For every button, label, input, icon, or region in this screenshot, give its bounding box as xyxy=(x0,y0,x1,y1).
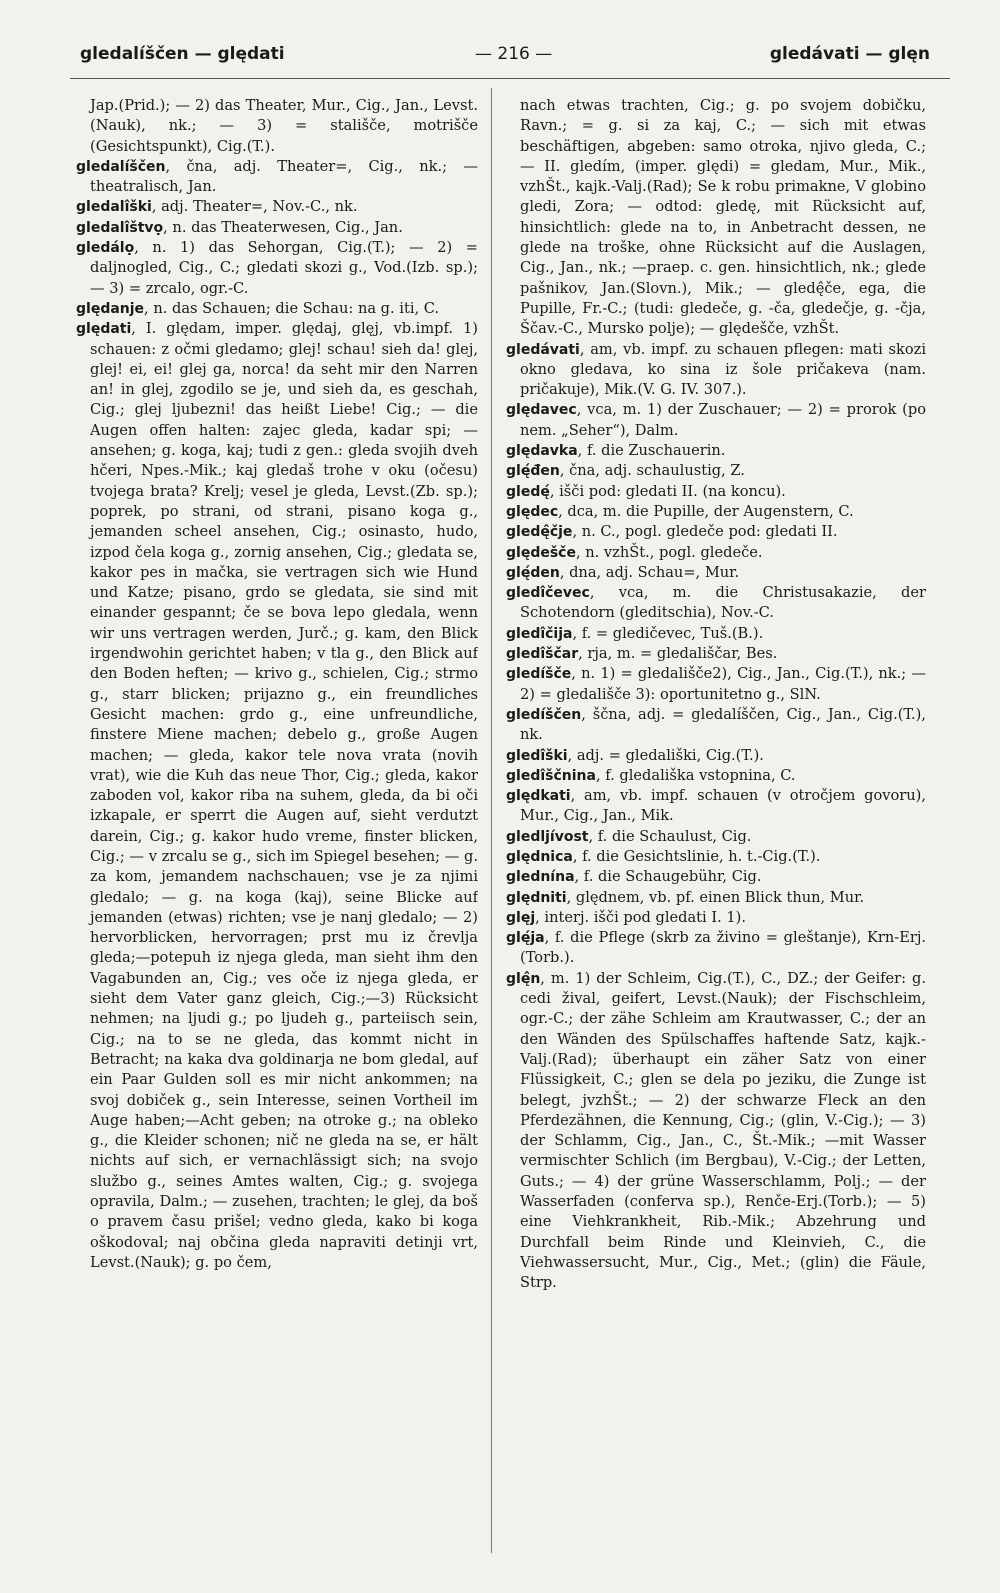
dictionary-entry xyxy=(76,238,478,299)
entry-definition: , am, vb. impf. schauen (v otročjem govoru), Mur., Cig., Jan., Mik. xyxy=(520,787,926,825)
dictionary-entry xyxy=(506,888,926,908)
dictionary-entry xyxy=(506,400,926,441)
dictionary-entry xyxy=(506,705,926,746)
entry-headword: gledljívost xyxy=(506,828,589,845)
dictionary-entry xyxy=(506,482,926,502)
entry-definition: , išči pod: gledati II. (na koncu). xyxy=(549,482,786,500)
dictionary-entry xyxy=(76,197,478,217)
entry-definition: , n. C., pogl. gledeče pod: gledati II. xyxy=(572,523,838,541)
entry-definition: , rja, m. = gledališčar, Bes. xyxy=(578,645,778,663)
dictionary-entry xyxy=(76,319,478,1273)
dictionary-entry xyxy=(506,847,926,867)
entry-headword: ględavec xyxy=(506,402,577,419)
entry-definition: Jap.(Prid.); — 2) das Theater, Mur., Cig., Jan., Levst.(Nauk), nk.; — 3) = stališče, motrišče (Gesichtspunkt), Cig.(T.). xyxy=(90,97,478,155)
entry-headword: glę́ja xyxy=(506,930,545,947)
dictionary-entry xyxy=(76,157,478,198)
entry-headword: ględešče xyxy=(506,544,576,561)
dictionary-entry xyxy=(76,299,478,319)
entry-headword: gledíšče xyxy=(506,666,572,683)
entry-headword: ględati xyxy=(76,321,132,338)
entry-headword: glednína xyxy=(506,869,575,886)
dictionary-entry xyxy=(506,543,926,563)
page-number: — 216 — xyxy=(475,44,553,64)
dictionary-entry xyxy=(506,563,926,583)
entry-headword: ględec xyxy=(506,503,559,520)
dictionary-entry xyxy=(506,96,926,340)
entry-definition: , m. 1) der Schleim, Cig.(T.), C., DZ.; der Geifer: g. cedi žival, geifert, Levst.(Nauk); der Fischschleim, ogr.-C.; der zähe Schleim am Krautwasser, C.; der an den Wänden des Spülschaffes haftende Satz, kajk.-Valj.(Rad); überhaupt ein zäher Satz von einer Flüssigkeit, C.; glen se dela po jeziku, die Zunge ist belegt, jvzhŠt.; — 2) der schwarze Fleck an den Pferdezähnen, die Kennung, Cig.; (glin, V.-Cig.); — 3) der Schlamm, Cig., Jan., C., Št.-Mik.; —mit Wasser vermischter Schlich (im Bergbau), V.-Cig.; der Letten, Guts.; — 4) der grüne Wasserschlamm, Polj.; — der Wasserfaden (conferva sp.), Renče-Erj.(Torb.); — 5) eine Viehkrankheit, Rib.-Mik.; Abzehrung und Durchfall beim Rinde und Kleinvieh, C., die Viehwassersucht, Mur., Cig., Met.; (glin) die Fäule, Strp. xyxy=(520,969,926,1292)
entry-headword: glę́đen xyxy=(506,463,560,480)
entry-definition: nach etwas trachten, Cig.; g. po svojem dobičku, Ravn.; = g. si za kaj, C.; — sich mit etwas beschäftigen, abgeben: samo otroka, njivo gleda, C.; — II. gledím, (imper. ględi) = gledam, Mur., Mik., vzhŠt., kajk.-Valj.(Rad); Se k robu primakne, V globino gledi, Zora; — odtod: gledę, mit Rücksicht auf, hinsichtlich: glede na to, in Anbetracht dessen, ne glede na troške, ohne Rücksicht auf die Auslagen, Cig., Jan., nk.; —praep. c. gen. hinsichtlich, nk.; glede pašnikov, Jan.(Slovn.), Mik.; — gledę̂če, ega, die Pupille, Fr.-C.; (tudi: gledeče, g. -ča, gledečje, g. -čja, Ščav.-C., Mursko polje); — ględešče, vzhŠt. xyxy=(520,97,926,338)
dictionary-entry xyxy=(506,969,926,1294)
dictionary-entry xyxy=(506,928,926,969)
header-left-guideword: gledalíščen — ględati xyxy=(80,44,285,64)
entry-definition: , f. gledališka vstopnina, C. xyxy=(595,766,796,784)
dictionary-entry xyxy=(506,746,926,766)
entry-headword: gledalîški xyxy=(76,199,152,216)
dictionary-entry xyxy=(506,583,926,624)
entry-definition: , f. die Zuschauerin. xyxy=(577,442,726,460)
entry-definition: , n. vzhŠt., pogl. gledeče. xyxy=(575,543,763,561)
entry-definition: , n. das Theaterwesen, Cig., Jan. xyxy=(163,218,403,236)
dictionary-entry xyxy=(506,766,926,786)
header-right-guideword: gledávati — glęn xyxy=(769,44,930,64)
entry-definition: , ščna, adj. = gledalíščen, Cig., Jan., Cig.(T.), nk. xyxy=(520,705,926,744)
entry-definition: , dna, adj. Schau=, Mur. xyxy=(559,563,740,581)
entry-definition: , f. = gledičevec, Tuš.(B.). xyxy=(572,624,764,642)
entry-headword: ględavka xyxy=(506,443,578,460)
entry-definition: , f. die Schaugebühr, Cig. xyxy=(574,868,762,886)
entry-headword: gledîški xyxy=(506,747,568,764)
entry-definition: , interj. išči pod gledati I. 1). xyxy=(535,908,747,926)
entry-headword: gledîčija xyxy=(506,625,573,642)
entry-definition: , adj. = gledališki, Cig.(T.). xyxy=(567,746,764,764)
entry-headword: gledîčevec xyxy=(506,585,590,602)
dictionary-entry xyxy=(506,664,926,705)
entry-headword: ględniti xyxy=(506,889,567,906)
entry-headword: glę̂n xyxy=(506,970,541,987)
entry-headword: ględnica xyxy=(506,848,573,865)
entry-headword: ględkati xyxy=(506,788,571,805)
entry-headword: gledalíščen xyxy=(76,158,166,175)
entry-definition: , I. ględam, imper. ględaj, glęj, vb.impf. 1) schauen: z očmi gledamo; glej! schau! sieh da! glej, glej! ei, ei! glej ga, norca! da seht mir den Narren an! in glej, zgodilo se je, und sieh da, es geschah, Cig.; glej ljubezni! das heißt Liebe! Cig.; — die Augen offen halten: zajec gleda, kadar spi; —ansehen; g. koga, kaj; tudi z gen.: gleda svojih dveh hčeri, Npes.-Mik.; kaj gledaš trohe v oku (očesu) tvojega brata? Krelj; vesel je gleda, Levst.(Zb. sp.); poprek, po strani, od strani, pisano koga g., jemanden scheel ansehen, Cig.; osinasto, hudo, izpod čela koga g., zornig ansehen, Cig.; gledata se, kakor pes in mačka, sie vertragen sich wie Hund und Katze; pisano, grdo se gledata, sie sind mit einander gespannt; če se bova lepo gledala, wenn wir uns vertragen werden, Jurč.; g. kam, den Blick irgendwohin gerichtet haben; v tla g., den Blick auf den Boden heften; — krivo g., schielen, Cig.; strmo g., starr blicken; prijazno g., ein freundliches Gesicht machen: grdo g., eine unfreundliche, finstere Miene machen; debelo g., große Augen machen; — gleda, kakor tele nova vrata (novih vrat), wie die Kuh das neue Thor, Cig.; gleda, kakor zaboden vol, kakor riba na suhem, gleda, da bi oči izkapale, er sperrt die Augen auf, sieht verdutzt darein, Cig.; g. kakor hudo vreme, finster blicken, Cig.; — v zrcalu se g., sich im Spiegel besehen; — g. za kom, jemandem nachschauen; vse je za njimi gledalo; — g. na koga (kaj), seine Blicke auf jemanden (etwas) richten; vse je nanj gledalo; — 2) hervorblicken, hervorragen; prst mu iz črevlja gleda;—potepuh iz njega gleda, man sieht ihm den Vagabunden an, Cig.; ves oče iz njega gleda, er sieht dem Vater ganz gleich, Cig.;—3) Rücksicht nehmen; na ljudi g.; po ljudeh g., parteiisch sein, Cig.; na to se ne gleda, das kommt nicht in Betracht; na kaka dva goldinarja ne bom gledal, auf ein Paar Gulden soll es mir nicht ankommen; na svoj dobiček g., sein Interesse, seinen Vortheil im Auge haben;—Acht geben; na otroke g.; na obleko g., die Kleider schonen; nič ne gleda na se, er hält nichts auf sich, er vernachlässigt sich; na svojo službo g., seines Amtes walten, Cig.; g. svojega opravila, Dalm.; — zusehen, trachten; le glej, da boš o pravem času prišel; vedno gleda, kako bi koga oškodoval; naj občina gleda napraviti detinji vrt, Levst.(Nauk); g. po čem, xyxy=(90,320,478,1271)
entry-definition: , n. 1) das Sehorgan, Cig.(T.); — 2) = daljnogled, Cig., C.; gledati skozi g., Vod.(Izb. sp.); — 3) = zrcalo, ogr.-C. xyxy=(90,239,478,297)
entry-headword: gledíščen xyxy=(506,706,582,723)
dictionary-entry xyxy=(506,786,926,827)
entry-headword: gledîščnina xyxy=(506,767,596,784)
header-rule xyxy=(70,78,950,79)
entry-definition: , vca, m. 1) der Zuschauer; — 2) = prorok (po nem. „Seher“), Dalm. xyxy=(520,401,926,439)
entry-headword: gledîščar xyxy=(506,646,579,663)
dictionary-entry xyxy=(506,827,926,847)
right-column xyxy=(506,96,926,1566)
entry-headword: glęj xyxy=(506,909,536,926)
dictionary-entry xyxy=(76,96,478,157)
entry-headword: gledalîštvọ xyxy=(76,219,164,236)
dictionary-entry xyxy=(506,867,926,887)
entry-definition: , adj. Theater=, Nov.-C., nk. xyxy=(151,198,358,216)
entry-headword: ględanje xyxy=(76,300,145,317)
entry-definition: , n. 1) = gledališče2), Cig., Jan., Cig.(T.), nk.; — 2) = gledališče 3): oportunitetno g., SlN. xyxy=(520,665,926,703)
dictionary-entry xyxy=(506,908,926,928)
entry-headword: gledę́ xyxy=(506,483,550,500)
entry-definition: , vca, m. die Christusakazie, der Schotendorn (gleditschia), Nov.-C. xyxy=(520,584,926,622)
entry-definition: , čna, adj. schaulustig, Z. xyxy=(559,462,745,480)
dictionary-entry xyxy=(76,218,478,238)
dictionary-entry xyxy=(506,522,926,542)
entry-definition: , f. die Schaulust, Cig. xyxy=(588,827,752,845)
dictionary-entry xyxy=(506,644,926,664)
dictionary-entry xyxy=(506,340,926,401)
entry-definition: , am, vb. impf. zu schauen pflegen: mati skozi okno gledava, ko sina iz šole pričakeva (nam. pričakuje), Mik.(V. G. IV. 307.). xyxy=(520,340,926,399)
entry-definition: , f. die Gesichtslinie, h. t.-Cig.(T.). xyxy=(572,847,821,865)
dictionary-entry xyxy=(506,441,926,461)
entry-headword: glę́den xyxy=(506,564,560,581)
dictionary-entry xyxy=(506,624,926,644)
entry-headword: gledávati xyxy=(506,341,580,358)
entry-definition: , ględnem, vb. pf. einen Blick thun, Mur. xyxy=(566,888,865,906)
entry-definition: , čna, adj. Theater=, Cig., nk.; — theatralisch, Jan. xyxy=(90,157,478,196)
entry-definition: , n. das Schauen; die Schau: na g. iti, C. xyxy=(144,299,440,317)
dictionary-entry xyxy=(506,461,926,481)
entry-headword: gledę̂čje xyxy=(506,524,573,541)
dictionary-entry xyxy=(506,502,926,522)
entry-headword: gledálọ xyxy=(76,240,135,257)
entry-definition: , f. die Pflege (skrb za živino = gleštanje), Krn-Erj.(Torb.). xyxy=(520,929,926,967)
column-divider xyxy=(491,88,492,1553)
entry-definition: , dca, m. die Pupille, der Augenstern, C. xyxy=(558,502,854,520)
left-column xyxy=(76,96,478,1566)
page-header xyxy=(70,38,950,78)
